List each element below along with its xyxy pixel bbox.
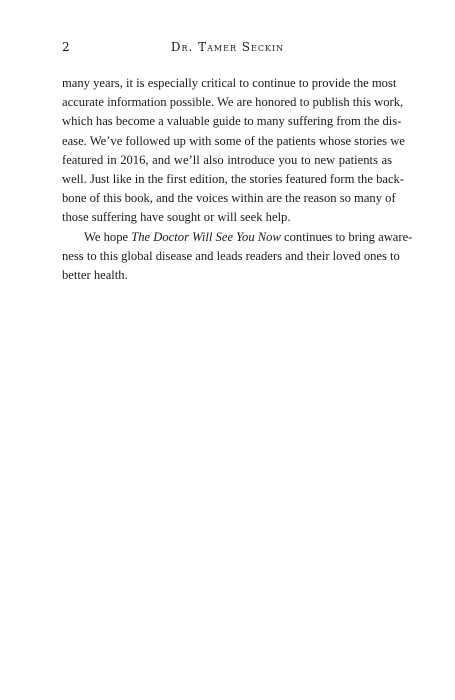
first-line-lead: We hope [84,229,132,244]
text-line: ness to this global disease and leads readers and their loved ones to [62,248,400,263]
book-title: The Doctor Will See You Now [131,229,281,244]
text-line: those suffering have sought or will seek help. [62,210,291,225]
first-line-tail: continues to bring aware- [280,229,413,244]
text-line: bone of this book, and the voices within are the reason so many of [62,191,396,206]
text-line: accurate information possible. We are honored to publish this work, [62,95,404,110]
text-line: which has become a valuable guide to many suffering from the dis- [62,114,402,129]
text-line: well. Just like in the first edition, the stories featured form the back- [62,171,405,186]
text-line: ease. We’ve followed up with some of the patients whose stories we [62,133,405,148]
paragraph-1 [62,74,405,228]
running-header [62,38,393,56]
text-line-first [62,228,413,247]
text-line: better health. [62,267,128,282]
paragraph-2 [62,228,413,286]
running-title: Dr. Tamer Seckin [170,40,285,54]
text-line: featured in 2016, and we’ll also introduce you to new patients as [62,152,392,167]
body-text [62,74,413,285]
page-number: 2 [62,40,70,54]
text-line: many years, it is especially critical to continue to provide the most [62,76,397,90]
